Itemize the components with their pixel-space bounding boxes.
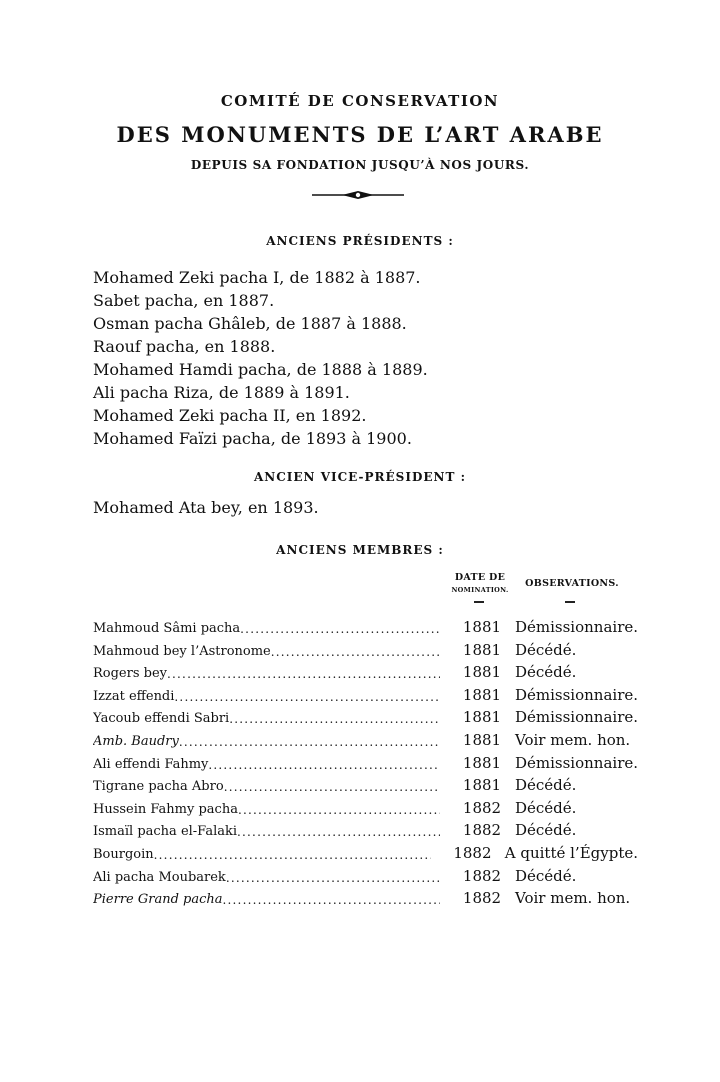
leader-dots (174, 686, 440, 709)
member-observation: Décédé. (515, 663, 577, 682)
member-name: Rogers bey (93, 666, 168, 682)
table-row (93, 661, 638, 684)
member-year: 1881 (462, 776, 502, 795)
member-name: Hussein Fahmy pacha (93, 801, 238, 817)
member-year: 1881 (462, 685, 502, 704)
member-name: Ismaïl pacha el-Falaki (93, 824, 238, 840)
list-item: Ali pacha Riza, de 1889 à 1891. (93, 383, 350, 402)
column-header-date (450, 572, 510, 596)
member-name: Amb. Baudry (93, 733, 179, 749)
leader-dots (237, 821, 440, 844)
page-subtitle: DEPUIS SA FONDATION JUSQU’À NOS JOURS. (190, 158, 530, 172)
leader-dots (271, 641, 440, 664)
presidents-list (93, 266, 428, 450)
member-observation: Voir mem. hon. (515, 889, 631, 908)
list-item: Raouf pacha, en 1888. (93, 337, 276, 356)
member-observation: Décédé. (515, 776, 577, 795)
member-name: Tigrane pacha Abro (93, 779, 224, 795)
member-observation: Décédé. (515, 866, 577, 885)
leader-dots (167, 663, 440, 686)
member-year: 1881 (462, 753, 502, 772)
leader-dots (224, 776, 440, 799)
column-header-date-line1: DATE DE (454, 572, 506, 583)
leader-dots (238, 799, 440, 822)
table-row (93, 797, 638, 820)
page-title: DES MONUMENTS DE L’ART ARABE (116, 122, 604, 147)
members-heading: ANCIENS MEMBRES : (276, 543, 444, 557)
member-year: 1881 (462, 618, 502, 636)
members-table (93, 616, 638, 910)
column-rule (474, 601, 484, 603)
column-header-date-line2: NOMINATION. (451, 586, 509, 594)
table-row (93, 865, 638, 888)
list-item: Osman pacha Ghâleb, de 1887 à 1888. (93, 314, 407, 333)
member-name: Ali effendi Fahmy (93, 756, 209, 772)
table-row (93, 684, 638, 707)
presidents-heading: ANCIENS PRÉSIDENTS : (266, 234, 454, 248)
committee-heading: COMITÉ DE CONSERVATION (220, 92, 500, 110)
member-observation: Décédé. (515, 640, 577, 659)
member-observation: A quitté l’Égypte. (504, 843, 638, 862)
member-name: Pierre Grand pacha (93, 892, 223, 908)
member-observation: Démissionnaire. (514, 753, 639, 772)
leader-dots (223, 889, 440, 912)
member-observation: Voir mem. hon. (515, 730, 631, 749)
list-item: Mohamed Hamdi pacha, de 1888 à 1889. (93, 360, 428, 379)
member-name: Yacoub effendi Sabri (93, 711, 230, 727)
table-row (93, 729, 638, 752)
member-observation: Démissionnaire. (514, 618, 639, 636)
member-year: 1882 (462, 889, 502, 908)
member-year: 1881 (462, 640, 502, 659)
column-rule (565, 601, 575, 603)
ornament-rule-icon (312, 188, 404, 202)
member-name: Izzat effendi (93, 688, 175, 704)
member-observation: Démissionnaire. (514, 708, 639, 727)
leader-dots (226, 867, 440, 890)
member-year: 1881 (462, 730, 502, 749)
leader-dots (154, 844, 431, 867)
leader-dots (240, 618, 440, 641)
member-name: Bourgoin (93, 846, 154, 862)
list-item: Mohamed Zeki pacha I, de 1882 à 1887. (93, 268, 421, 287)
list-item: Mohamed Ata bey, en 1893. (93, 498, 319, 517)
vice-president-heading: ANCIEN VICE-PRÉSIDENT : (253, 470, 467, 484)
member-year: 1882 (453, 843, 492, 862)
member-observation: Décédé. (515, 821, 577, 840)
vice-president-list (93, 496, 319, 519)
list-item: Sabet pacha, en 1887. (93, 291, 275, 310)
list-item: Mohamed Zeki pacha II, en 1892. (93, 406, 367, 425)
member-year: 1881 (462, 663, 502, 682)
table-row (93, 842, 638, 865)
member-year: 1882 (462, 821, 502, 840)
member-observation: Démissionnaire. (514, 685, 639, 704)
table-row (93, 887, 638, 910)
member-name: Ali pacha Moubarek (93, 869, 226, 885)
member-name: Mahmoud Sâmi pacha (93, 621, 241, 636)
member-observation: Décédé. (515, 798, 577, 817)
table-row (93, 774, 638, 797)
table-row (93, 706, 638, 729)
leader-dots (208, 754, 440, 777)
leader-dots (179, 731, 440, 754)
table-row (93, 819, 638, 842)
table-row (93, 616, 638, 639)
member-year: 1882 (462, 866, 502, 885)
leader-dots (229, 708, 440, 731)
list-item: Mohamed Faïzi pacha, de 1893 à 1900. (93, 429, 412, 448)
member-name: Mahmoud bey l’Astronome (93, 643, 271, 659)
table-row (93, 639, 638, 662)
column-header-observations: OBSERVATIONS. (525, 578, 619, 589)
table-row (93, 752, 638, 775)
member-year: 1881 (462, 708, 502, 727)
member-year: 1882 (462, 798, 502, 817)
